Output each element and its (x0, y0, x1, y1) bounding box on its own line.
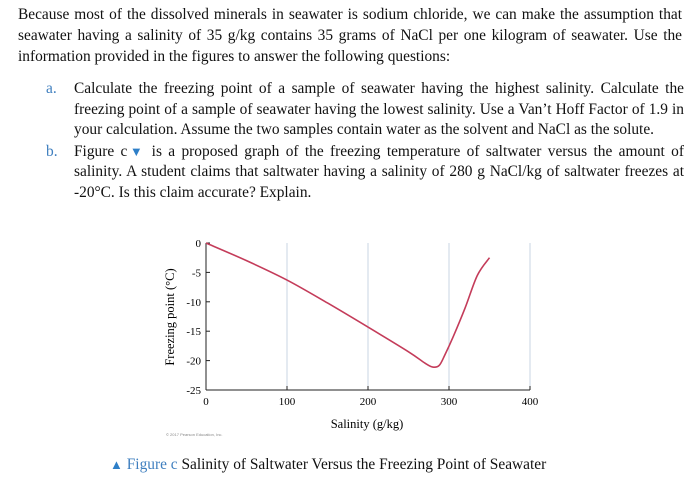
y-tick-label: -15 (186, 326, 201, 339)
y-tick-label: -25 (186, 385, 201, 397)
x-tick-label: 200 (359, 396, 377, 408)
x-axis-label: Salinity (g/kg) (330, 417, 404, 431)
y-axis-label: Freezing point (°C) (163, 268, 177, 366)
chart-series (206, 243, 490, 367)
question-b-text: is a proposed graph of the freezing temperature of saltwater versus the amount of salinity. A student claims that saltwater having a salinity of 280 g NaCl/kg of saltwater freezes at -20°C. Is this claim accurate? Explain. (74, 142, 684, 201)
triangle-up-icon: ▲ (110, 457, 123, 472)
question-a-letter: a. (46, 80, 57, 97)
caption-text: Salinity of Saltwater Versus the Freezing Point of Seawater (181, 456, 547, 473)
y-tick-label: -10 (186, 296, 201, 309)
question-b-figure-ref: Figure c (74, 142, 128, 160)
figure-caption (110, 456, 546, 474)
x-tick-label: 400 (521, 396, 539, 408)
x-axis-ticks (203, 386, 539, 408)
question-a-text: Calculate the freezing point of a sample of seawater having the highest salinity. Calculate the freezing point of a sample of seawater having the lowest salinity. Use a Van’t Hoff Factor of 1.9 in your calculation. Assume the two samples contain water as the solvent and NaCl as the solute. (74, 80, 684, 138)
caption-figure-label: Figure c (126, 456, 178, 473)
copyright-notice: © 2017 Pearson Education, Inc. (166, 432, 223, 437)
x-tick-label: 100 (278, 396, 296, 408)
triangle-down-icon: ▼ (127, 143, 146, 159)
x-tick-label: 0 (203, 396, 209, 408)
y-tick-label: 0 (195, 238, 201, 250)
y-tick-label: -5 (191, 267, 201, 280)
series-line (206, 243, 490, 367)
chart-grid (287, 243, 530, 390)
y-tick-label: -20 (186, 355, 201, 368)
question-b-letter: b. (46, 142, 58, 160)
intro-paragraph: Because most of the dissolved minerals in seawater is sodium chloride, we can make the assumption that seawater having a salinity of 35 g/kg contains 35 grams of NaCl per one kilogram of seawater. Use the information provided in the figures to answer the following questions: (18, 6, 682, 65)
x-tick-label: 300 (440, 396, 458, 408)
